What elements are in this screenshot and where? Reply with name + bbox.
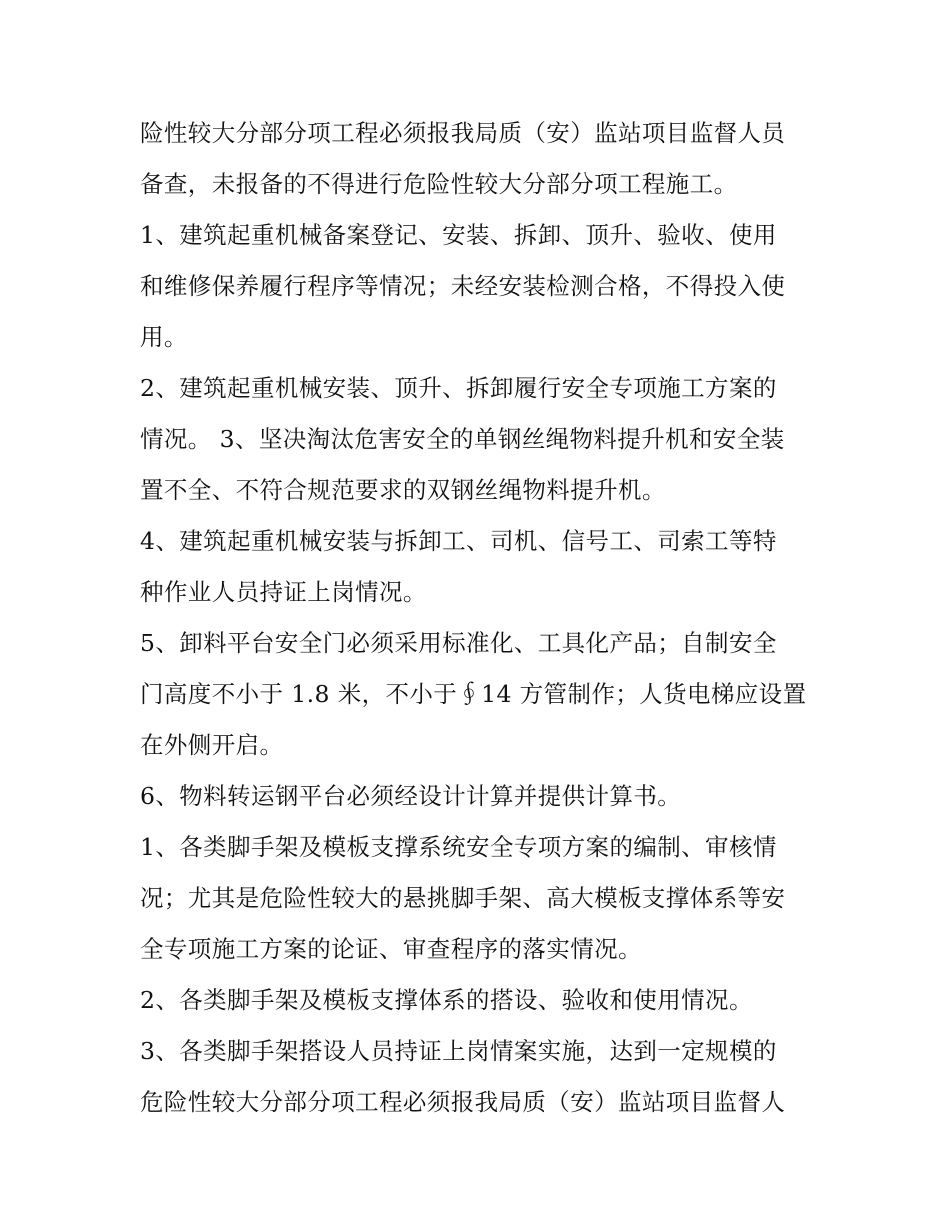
text-line: 在外侧开启。 bbox=[140, 731, 284, 759]
text-line: 5、卸料平台安全门必须采用标准化、工具化产品；自制安全 bbox=[140, 629, 777, 657]
text-line: 全专项施工方案的论证、审查程序的落实情况。 bbox=[140, 935, 642, 963]
text-line: 3、各类脚手架搭设人员持证上岗情案实施，达到一定规模的 bbox=[140, 1037, 777, 1065]
document-body bbox=[140, 108, 820, 1128]
text-line: 门高度不小于 1.8 米，不小于∮14 方管制作；人货电梯应设置 bbox=[140, 680, 807, 708]
text-line: 况；尤其是危险性较大的悬挑脚手架、高大模板支撑体系等安 bbox=[140, 884, 786, 912]
text-line: 2、各类脚手架及模板支撑体系的搭设、验收和使用情况。 bbox=[140, 986, 753, 1014]
text-line: 情况。 3、坚决淘汰危害安全的单钢丝绳物料提升机和安全装 bbox=[140, 425, 785, 453]
text-line: 备查，未报备的不得进行危险性较大分部分项工程施工。 bbox=[140, 170, 738, 198]
text-line: 4、建筑起重机械安装与拆卸工、司机、信号工、司索工等特 bbox=[140, 527, 777, 555]
text-line: 2、建筑起重机械安装、顶升、拆卸履行安全专项施工方案的 bbox=[140, 374, 777, 402]
text-line: 险性较大分部分项工程必须报我局质（安）监站项目监督人员 bbox=[140, 119, 786, 147]
text-line: 种作业人员持证上岗情况。 bbox=[140, 578, 427, 606]
text-line: 6、物料转运钢平台必须经设计计算并提供计算书。 bbox=[140, 782, 682, 810]
text-line: 和维修保养履行程序等情况；未经安装检测合格，不得投入使 bbox=[140, 272, 786, 300]
text-line: 1、各类脚手架及模板支撑系统安全专项方案的编制、审核情 bbox=[140, 833, 777, 861]
text-line: 用。 bbox=[140, 323, 188, 351]
text-line: 危险性较大分部分项工程必须报我局质（安）监站项目监督人 bbox=[140, 1088, 786, 1116]
text-line: 1、建筑起重机械备案登记、安装、拆卸、顶升、验收、使用 bbox=[140, 221, 777, 249]
text-line: 置不全、不符合规范要求的双钢丝绳物料提升机。 bbox=[140, 476, 666, 504]
